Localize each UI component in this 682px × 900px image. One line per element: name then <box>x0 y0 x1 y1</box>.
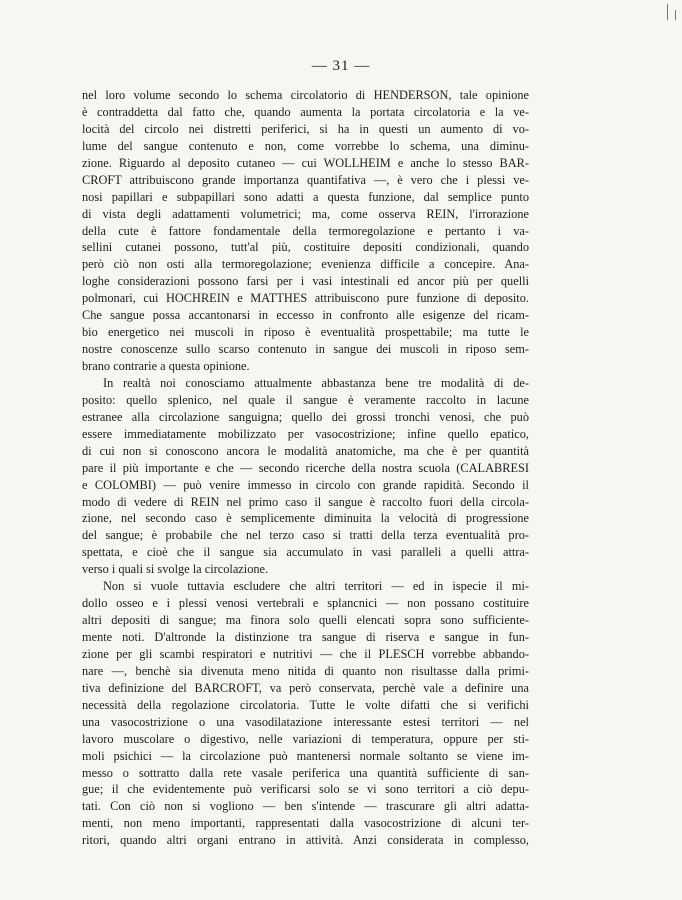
text-line: bio energetico nei muscoli in riposo è eventualità prospettabile; ma tutte le <box>82 325 529 340</box>
text-line: di vista degli adattamenti volumetrici; ma, come osserva REIN, l'irrorazione <box>82 206 529 221</box>
page-number: — 31 — <box>311 58 371 74</box>
text-line: nostre conoscenze sullo scarso contenuto in sangue dei muscoli in riposo sem- <box>82 342 529 357</box>
text-line: nare —, benchè sia divenuta meno nitida di quanto non risultasse dalla primi- <box>82 663 529 678</box>
text-line: altri depositi di sangue; ma finora solo quelli elencati sopra sono sufficiente- <box>82 613 529 628</box>
text-line: però ciò non osti alla termoregolazione; evenienza difficile a concepire. Ana- <box>82 257 529 272</box>
text-line: pare il più importante e che — secondo ricerche della nostra scuola (CALABRESI <box>82 460 529 475</box>
text-line: gue; il che evidentemente può verificarsi solo se vi sono territori a ciò depu- <box>82 782 529 797</box>
text-line: una vasocostrizione o una vasodilatazione interessante estesi territori — nel <box>82 714 529 729</box>
text-line: Che sangue possa accantonarsi in eccesso in confronto alle esigenze del ricam- <box>82 308 529 323</box>
text-line: menti, non meno importanti, rappresentati dalla vasocostrizione di alcuni ter- <box>82 816 529 831</box>
body-text <box>82 87 529 849</box>
text-line: e COLOMBI) — può venire immesso in circolo con grande rapidità. Secondo il <box>82 477 529 492</box>
text-line: dollo osseo e i plessi venosi vertebrali e splancnici — non possano costituire <box>82 596 529 611</box>
text-line: della cute è fattore fondamentale della termoregolazione e pertanto i va- <box>82 223 529 238</box>
text-line: messo o sottratto dalla rete vasale periferica una quantità sufficiente di san- <box>82 765 529 780</box>
text-line: verso i quali si svolge la circolazione. <box>82 562 269 577</box>
text-line: zione, nel secondo caso è semplicemente diminuita la velocità di progressione <box>82 511 529 526</box>
text-line: CROFT attribuiscono grande importanza quantifativa —, è vero che i plessi ve- <box>82 172 529 187</box>
text-line: zione per gli scambi respiratori e nutritivi — che il PLESCH vorrebbe abbando- <box>82 646 529 661</box>
text-line: moli psichici — la circolazione può mantenersi normale soltanto se viene im- <box>82 748 529 763</box>
text-line: mente noti. D'altronde la distinzione tra sangue di riserva e sangue in fun- <box>82 630 529 644</box>
text-line: nel loro volume secondo lo schema circolatorio di HENDERSON, tale opinione <box>82 88 529 102</box>
text-line: estranee alla circolazione sanguigna; quello dei grossi tronchi venosi, che può <box>82 409 529 424</box>
text-line: locità del circolo nei distretti periferici, si ha in questi un aumento di vo- <box>82 121 529 136</box>
text-line: Non si vuole tuttavia escludere che altri territori — ed in ispecie il mi- <box>103 579 529 594</box>
text-line: zione. Riguardo al deposito cutaneo — cui WOLLHEIM e anche lo stesso BAR- <box>82 155 529 170</box>
text-line: tati. Con ciò non si vogliono — ben s'intende — trascurare gli altri adatta- <box>82 799 529 814</box>
scan-edge-mark <box>667 4 668 20</box>
text-line: necessità della regolazione circolatoria. Tutte le volte difatti che si verifichi <box>82 697 529 712</box>
scan-edge-mark <box>675 10 676 20</box>
text-line: è contraddetta dal fatto che, quando aumenta la portata circolatoria e la ve- <box>82 104 529 119</box>
text-line: brano contrarie a questa opinione. <box>82 359 250 373</box>
text-line: essere immediatamente mobilizzato per vasocostrizione; infine quello epatico, <box>82 426 529 441</box>
text-line: ritori, quando altri organi entrano in attività. Anzi considerata in complesso, <box>82 833 529 848</box>
text-line: modo di vedere di REIN nel primo caso il sangue è raccolto fuori della circola- <box>82 494 529 509</box>
text-line: posito: quello splenico, nel quale il sangue è veramente raccolto in lacune <box>82 392 529 407</box>
text-line: spettata, e cioè che il sangue sia accumulato in vasi paralleli a quelli attra- <box>82 545 529 560</box>
text-line: sellini cutanei possono, tutt'al più, costituire depositi condizionali, quando <box>82 240 529 255</box>
text-line: lavoro muscolare o digestivo, nelle variazioni di temperatura, oppure per sti- <box>82 731 529 746</box>
text-line: loghe considerazioni possono farsi per i vasi intestinali ed ancor più per quelli <box>82 274 529 289</box>
text-line: di cui non si conoscono ancora le modalità anatomiche, ma che è per quantità <box>82 443 529 458</box>
text-line: polmonari, cui HOCHREIN e MATTHES attribuiscono pure funzione di deposito. <box>82 291 529 306</box>
text-line: lume del sangue contenuto e non, come vorrebbe lo schema, una diminu- <box>82 138 529 153</box>
text-line: nosi papillari e subpapillari sono adatti a questa funzione, dal semplice punto <box>82 189 529 204</box>
text-line: In realtà noi conosciamo attualmente abbastanza bene tre modalità di de- <box>103 375 529 390</box>
text-line: del sangue; è probabile che nel terzo caso si tratti della terza eventualità pro- <box>82 528 529 543</box>
text-line: tiva definizione del BARCROFT, va però conservata, perchè vale a definire una <box>82 680 529 695</box>
